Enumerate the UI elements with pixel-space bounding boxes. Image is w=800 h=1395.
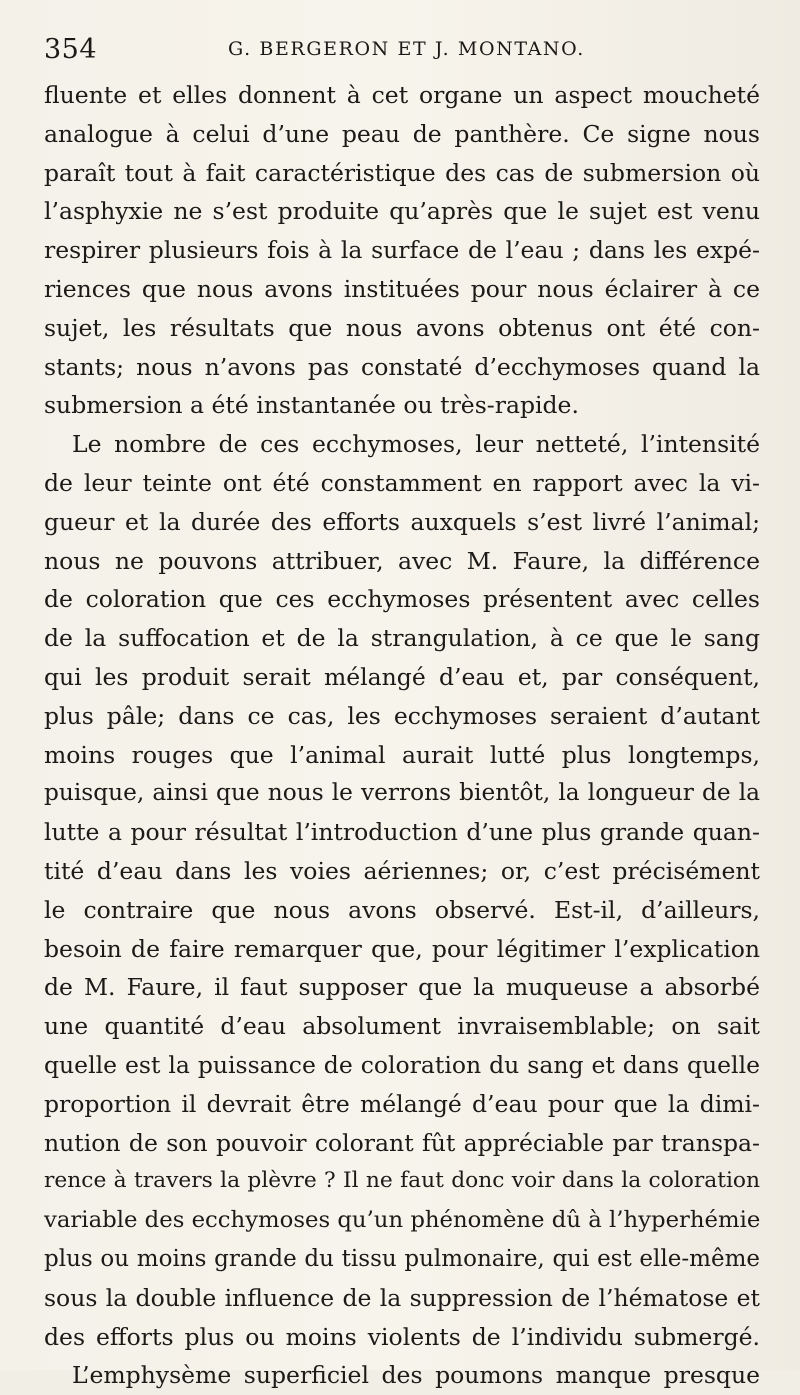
text-line: variable des ecchymoses qu’un phénomène dû à l’hyperhémie bbox=[44, 1207, 761, 1234]
text-line: stants; nous n’avons pas constaté d’ecchymoses quand la bbox=[44, 352, 760, 381]
text-line: nous ne pouvons attribuer, avec M. Faure, la différence bbox=[44, 546, 760, 575]
text-line: puisque, ainsi que nous le verrons bientôt, la longueur de la bbox=[44, 779, 760, 807]
text-line: besoin de faire remarquer que, pour légitimer l’explication bbox=[44, 934, 760, 963]
text-line: respirer plusieurs fois à la surface de l’eau ; dans les expé- bbox=[44, 236, 760, 265]
text-line: de M. Faure, il faut supposer que la muqueuse a absorbé bbox=[44, 973, 760, 1002]
text-line: paraît tout à fait caractéristique des cas de submersion où bbox=[44, 158, 760, 187]
text-line: lutte a pour résultat l’introduction d’une plus grande quan- bbox=[44, 818, 760, 847]
text-line: une quantité d’eau absolument invraisemblable; on sait bbox=[44, 1012, 760, 1041]
text-line: tité d’eau dans les voies aériennes; or, c’est précisément bbox=[44, 856, 760, 885]
text-line: l’asphyxie ne s’est produite qu’après que le sujet est venu bbox=[44, 197, 760, 226]
text-line: L’emphysème superficiel des poumons manque presque bbox=[72, 1361, 760, 1390]
text-line: riences que nous avons instituées pour nous éclairer à ce bbox=[44, 274, 760, 303]
text-line: sujet, les résultats que nous avons obtenus ont été con- bbox=[44, 313, 760, 342]
text-line: le contraire que nous avons observé. Est-il, d’ailleurs, bbox=[44, 895, 760, 924]
text-line: analogue à celui d’une peau de panthère. Ce signe nous bbox=[44, 119, 760, 148]
text-line: Le nombre de ces ecchymoses, leur netteté, l’intensité bbox=[72, 430, 760, 459]
text-line: plus ou moins grande du tissu pulmonaire, qui est elle-même bbox=[44, 1245, 760, 1272]
text-line: de coloration que ces ecchymoses présentent avec celles bbox=[44, 585, 760, 614]
text-line: nution de son pouvoir colorant fût appréciable par transpa- bbox=[44, 1128, 760, 1157]
text-line: quelle est la puissance de coloration du sang et dans quelle bbox=[44, 1050, 760, 1079]
text-line: proportion il devrait être mélangé d’eau pour que la dimi- bbox=[44, 1089, 760, 1118]
text-line: rence à travers la plèvre ? Il ne faut donc voir dans la coloration bbox=[44, 1168, 760, 1194]
text-line: submersion a été instantanée ou très-rapide. bbox=[44, 391, 579, 420]
text-line: plus pâle; dans ce cas, les ecchymoses seraient d’autant bbox=[44, 701, 760, 730]
text-line: sous la double influence de la suppression de l’hématose et bbox=[44, 1283, 760, 1312]
text-line: moins rouges que l’animal aurait lutté plus longtemps, bbox=[44, 740, 760, 769]
page-number: 354 bbox=[44, 34, 98, 65]
text-line: de leur teinte ont été constamment en rapport avec la vi- bbox=[44, 468, 760, 497]
text-line: fluente et elles donnent à cet organe un aspect moucheté bbox=[44, 81, 760, 109]
body-text bbox=[44, 76, 760, 1395]
running-head: G. BERGERON ET J. MONTANO. bbox=[228, 38, 585, 60]
text-line: de la suffocation et de la strangulation, à ce que le sang bbox=[44, 624, 760, 653]
text-line: gueur et la durée des efforts auxquels s’est livré l’animal; bbox=[44, 507, 760, 536]
text-line: qui les produit serait mélangé d’eau et, par conséquent, bbox=[44, 662, 760, 691]
text-line: des efforts plus ou moins violents de l’individu submergé. bbox=[44, 1322, 760, 1351]
